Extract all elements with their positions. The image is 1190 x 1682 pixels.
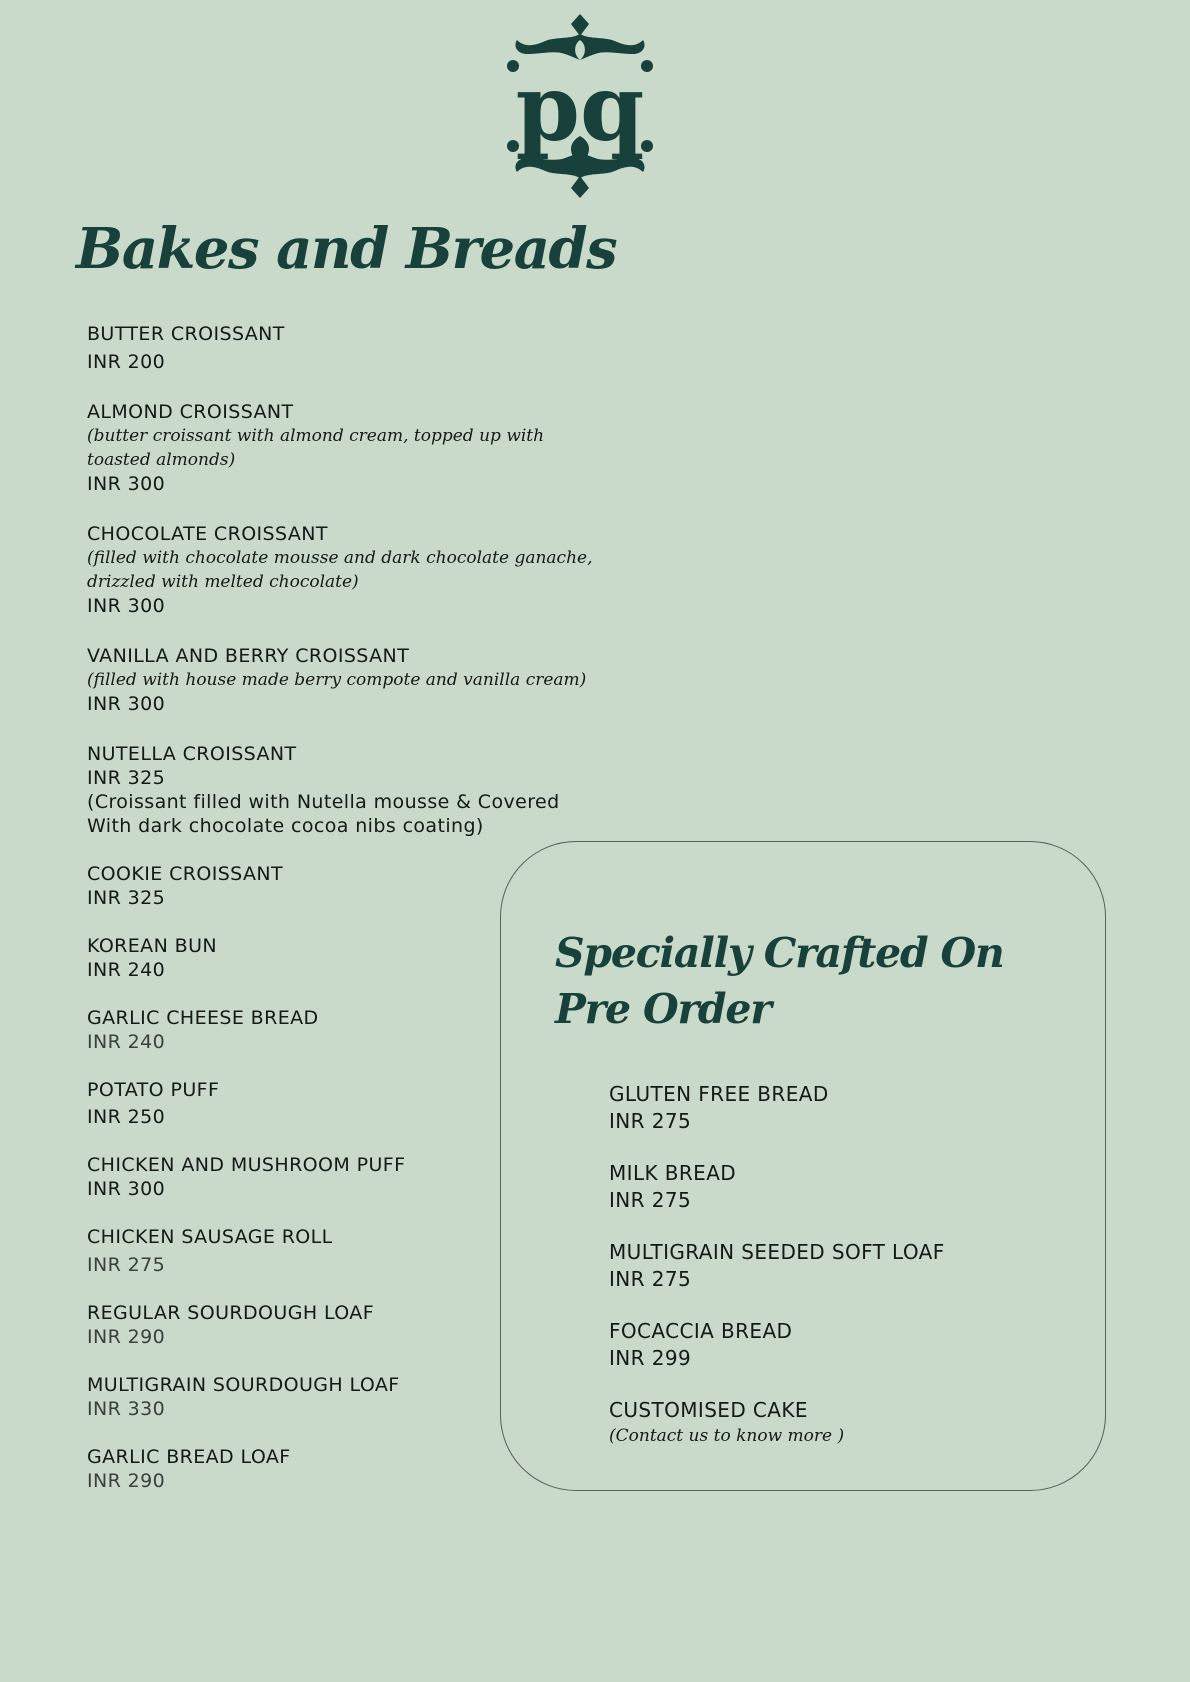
pre-order-title-line: Specially Crafted On	[555, 929, 1004, 977]
pre-order-item	[609, 1318, 1069, 1372]
item-price: INR 330	[87, 1398, 166, 1420]
item-name: GARLIC BREAD LOAF	[87, 1446, 291, 1468]
item-price: INR 240	[87, 1031, 166, 1053]
pq-ornament-logo-icon	[505, 14, 655, 198]
item-price: INR 275	[609, 1109, 692, 1133]
item-price: INR 300	[87, 693, 166, 715]
svg-text:pq: pq	[515, 54, 645, 162]
item-name: CUSTOMISED CAKE	[609, 1398, 808, 1422]
item-price: INR 299	[609, 1346, 692, 1370]
item-description: (filled with house made berry compote and vanilla cream)	[87, 670, 587, 690]
item-description: (butter croissant with almond cream, topped up with	[87, 426, 545, 446]
item-price: INR 240	[87, 959, 166, 981]
item-price: INR 250	[87, 1106, 166, 1128]
item-description: (Contact us to know more )	[609, 1426, 845, 1446]
item-price: INR 290	[87, 1470, 166, 1492]
item-description: (filled with chocolate mousse and dark chocolate ganache,	[87, 548, 593, 568]
pre-order-item	[609, 1081, 1069, 1135]
item-name: COOKIE CROISSANT	[87, 863, 284, 885]
pre-order-title	[555, 925, 1004, 1037]
page-title: Bakes and Breads	[76, 216, 617, 282]
item-name: NUTELLA CROISSANT	[87, 743, 297, 765]
item-name: KOREAN BUN	[87, 935, 217, 957]
item-name: FOCACCIA BREAD	[609, 1319, 793, 1343]
item-price: INR 290	[87, 1326, 166, 1348]
menu-item	[87, 742, 607, 838]
item-name: REGULAR SOURDOUGH LOAF	[87, 1302, 375, 1324]
item-name: MILK BREAD	[609, 1161, 737, 1185]
item-note: With dark chocolate cocoa nibs coating)	[87, 815, 484, 837]
item-description: toasted almonds)	[87, 450, 236, 470]
menu-item	[87, 522, 607, 618]
item-name: CHICKEN AND MUSHROOM PUFF	[87, 1154, 406, 1176]
pre-order-list	[609, 1081, 1069, 1448]
item-note: (Croissant filled with Nutella mousse & Covered	[87, 791, 560, 813]
item-price: INR 275	[609, 1188, 692, 1212]
item-price: INR 300	[87, 595, 166, 617]
pre-order-item	[609, 1160, 1069, 1214]
item-name: CHICKEN SAUSAGE ROLL	[87, 1226, 333, 1248]
item-name: MULTIGRAIN SEEDED SOFT LOAF	[609, 1240, 945, 1264]
item-name: ALMOND CROISSANT	[87, 401, 294, 423]
item-price: INR 300	[87, 1178, 166, 1200]
item-name: CHOCOLATE CROISSANT	[87, 523, 328, 545]
item-price: INR 300	[87, 473, 166, 495]
item-name: BUTTER CROISSANT	[87, 323, 285, 345]
item-price: INR 275	[609, 1267, 692, 1291]
item-name: GARLIC CHEESE BREAD	[87, 1007, 319, 1029]
item-name: POTATO PUFF	[87, 1079, 220, 1101]
pre-order-item	[609, 1397, 1069, 1448]
item-description: drizzled with melted chocolate)	[87, 572, 359, 592]
item-price: INR 275	[87, 1254, 166, 1276]
menu-item	[87, 644, 607, 716]
item-price: INR 325	[87, 767, 166, 789]
item-name: GLUTEN FREE BREAD	[609, 1082, 829, 1106]
menu-item	[87, 400, 607, 496]
item-price: INR 325	[87, 887, 166, 909]
pre-order-item	[609, 1239, 1069, 1293]
item-name: VANILLA AND BERRY CROISSANT	[87, 645, 410, 667]
item-price: INR 200	[87, 351, 166, 373]
item-name: MULTIGRAIN SOURDOUGH LOAF	[87, 1374, 400, 1396]
menu-item	[87, 322, 607, 374]
pre-order-title-line: Pre Order	[555, 985, 771, 1033]
